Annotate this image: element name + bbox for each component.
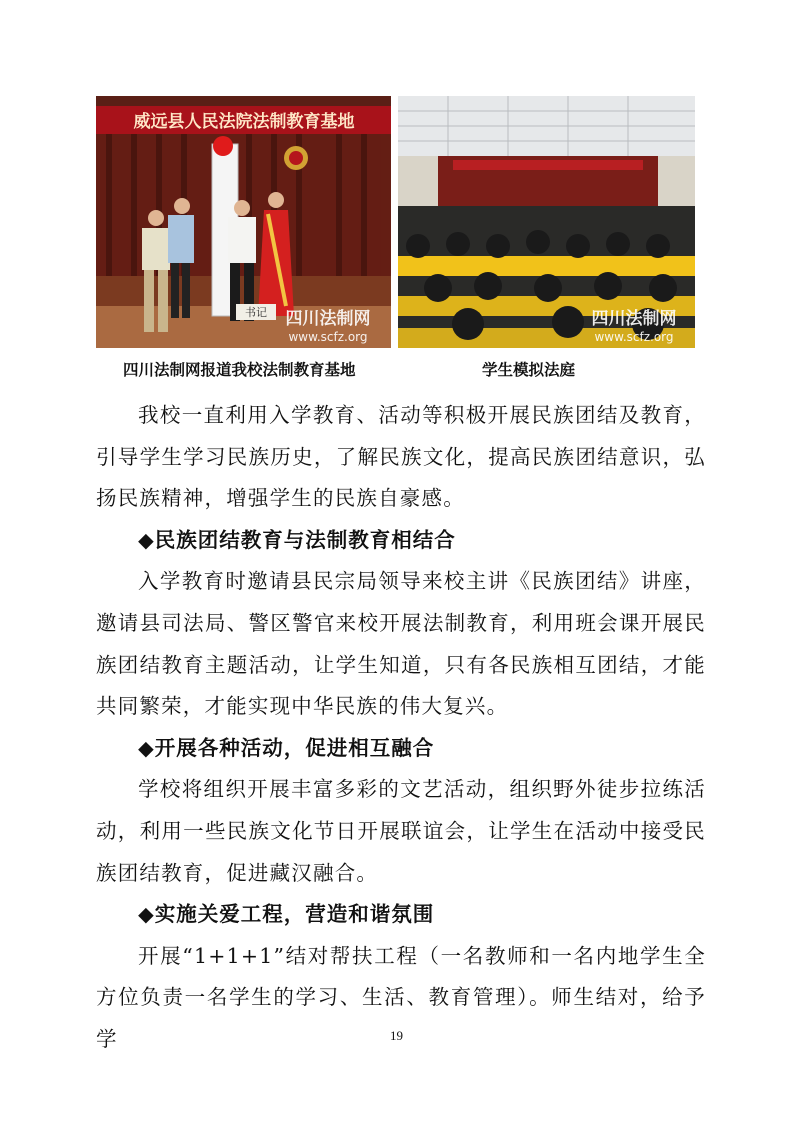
diamond-bullet-icon: ◆ — [138, 735, 155, 760]
section-heading-3 — [96, 894, 706, 936]
heading-text: 实施关爱工程，营造和谐氛围 — [154, 902, 435, 927]
section-heading-2 — [96, 728, 706, 770]
watermark-url: www.scfz.org — [288, 330, 368, 344]
photo-caption-right: 学生模拟法庭 — [482, 361, 576, 379]
photo-caption-left: 四川法制网报道我校法制教育基地 — [123, 361, 356, 379]
paragraph-activities: 学校将组织开展丰富多彩的文艺活动，组织野外徒步拉练活动，利用一些民族文化节日开展联谊会，让学生在活动中接受民族团结教育，促进藏汉融合。 — [96, 777, 706, 885]
paragraph-law-education: 入学教育时邀请县民宗局领导来校主讲《民族团结》讲座，邀请县司法局、警区警官来校开展法制教育，利用班会课开展民族团结教育主题活动，让学生知道，只有各民族相互团结，才能共同繁荣，才能实现中华民族的伟大复兴。 — [96, 569, 706, 719]
diamond-bullet-icon: ◆ — [138, 527, 155, 552]
heading-text: 民族团结教育与法制教育相结合 — [154, 527, 456, 552]
paragraph-care-project: 开展“1+1+1”结对帮扶工程（一名教师和一名内地学生全方位负责一名学生的学习、生活、教育管理）。师生结对，给予学 — [96, 943, 706, 1051]
banner-text: 威远县人民法院法制教育基地 — [133, 112, 355, 132]
diamond-bullet-icon: ◆ — [138, 902, 155, 927]
body-text — [96, 395, 706, 1061]
page-number: 19 — [390, 1028, 403, 1043]
heading-text: 开展各种活动，促进相互融合 — [154, 735, 435, 760]
photo-mock-court — [398, 96, 695, 348]
watermark-logo: 四川法制网 — [285, 309, 371, 329]
watermark-logo: 四川法制网 — [591, 309, 677, 329]
photo-education-base-ceremony — [96, 96, 391, 348]
sign-card-text: 书记 — [245, 306, 267, 319]
section-heading-1 — [96, 520, 706, 562]
watermark-url: www.scfz.org — [594, 330, 674, 344]
paragraph-intro: 我校一直利用入学教育、活动等积极开展民族团结及教育，引导学生学习民族历史，了解民族文化，提高民族团结意识，弘扬民族精神，增强学生的民族自豪感。 — [96, 403, 706, 511]
ceremony-photo-illustration — [96, 96, 391, 348]
mock-court-photo-illustration — [398, 96, 695, 348]
